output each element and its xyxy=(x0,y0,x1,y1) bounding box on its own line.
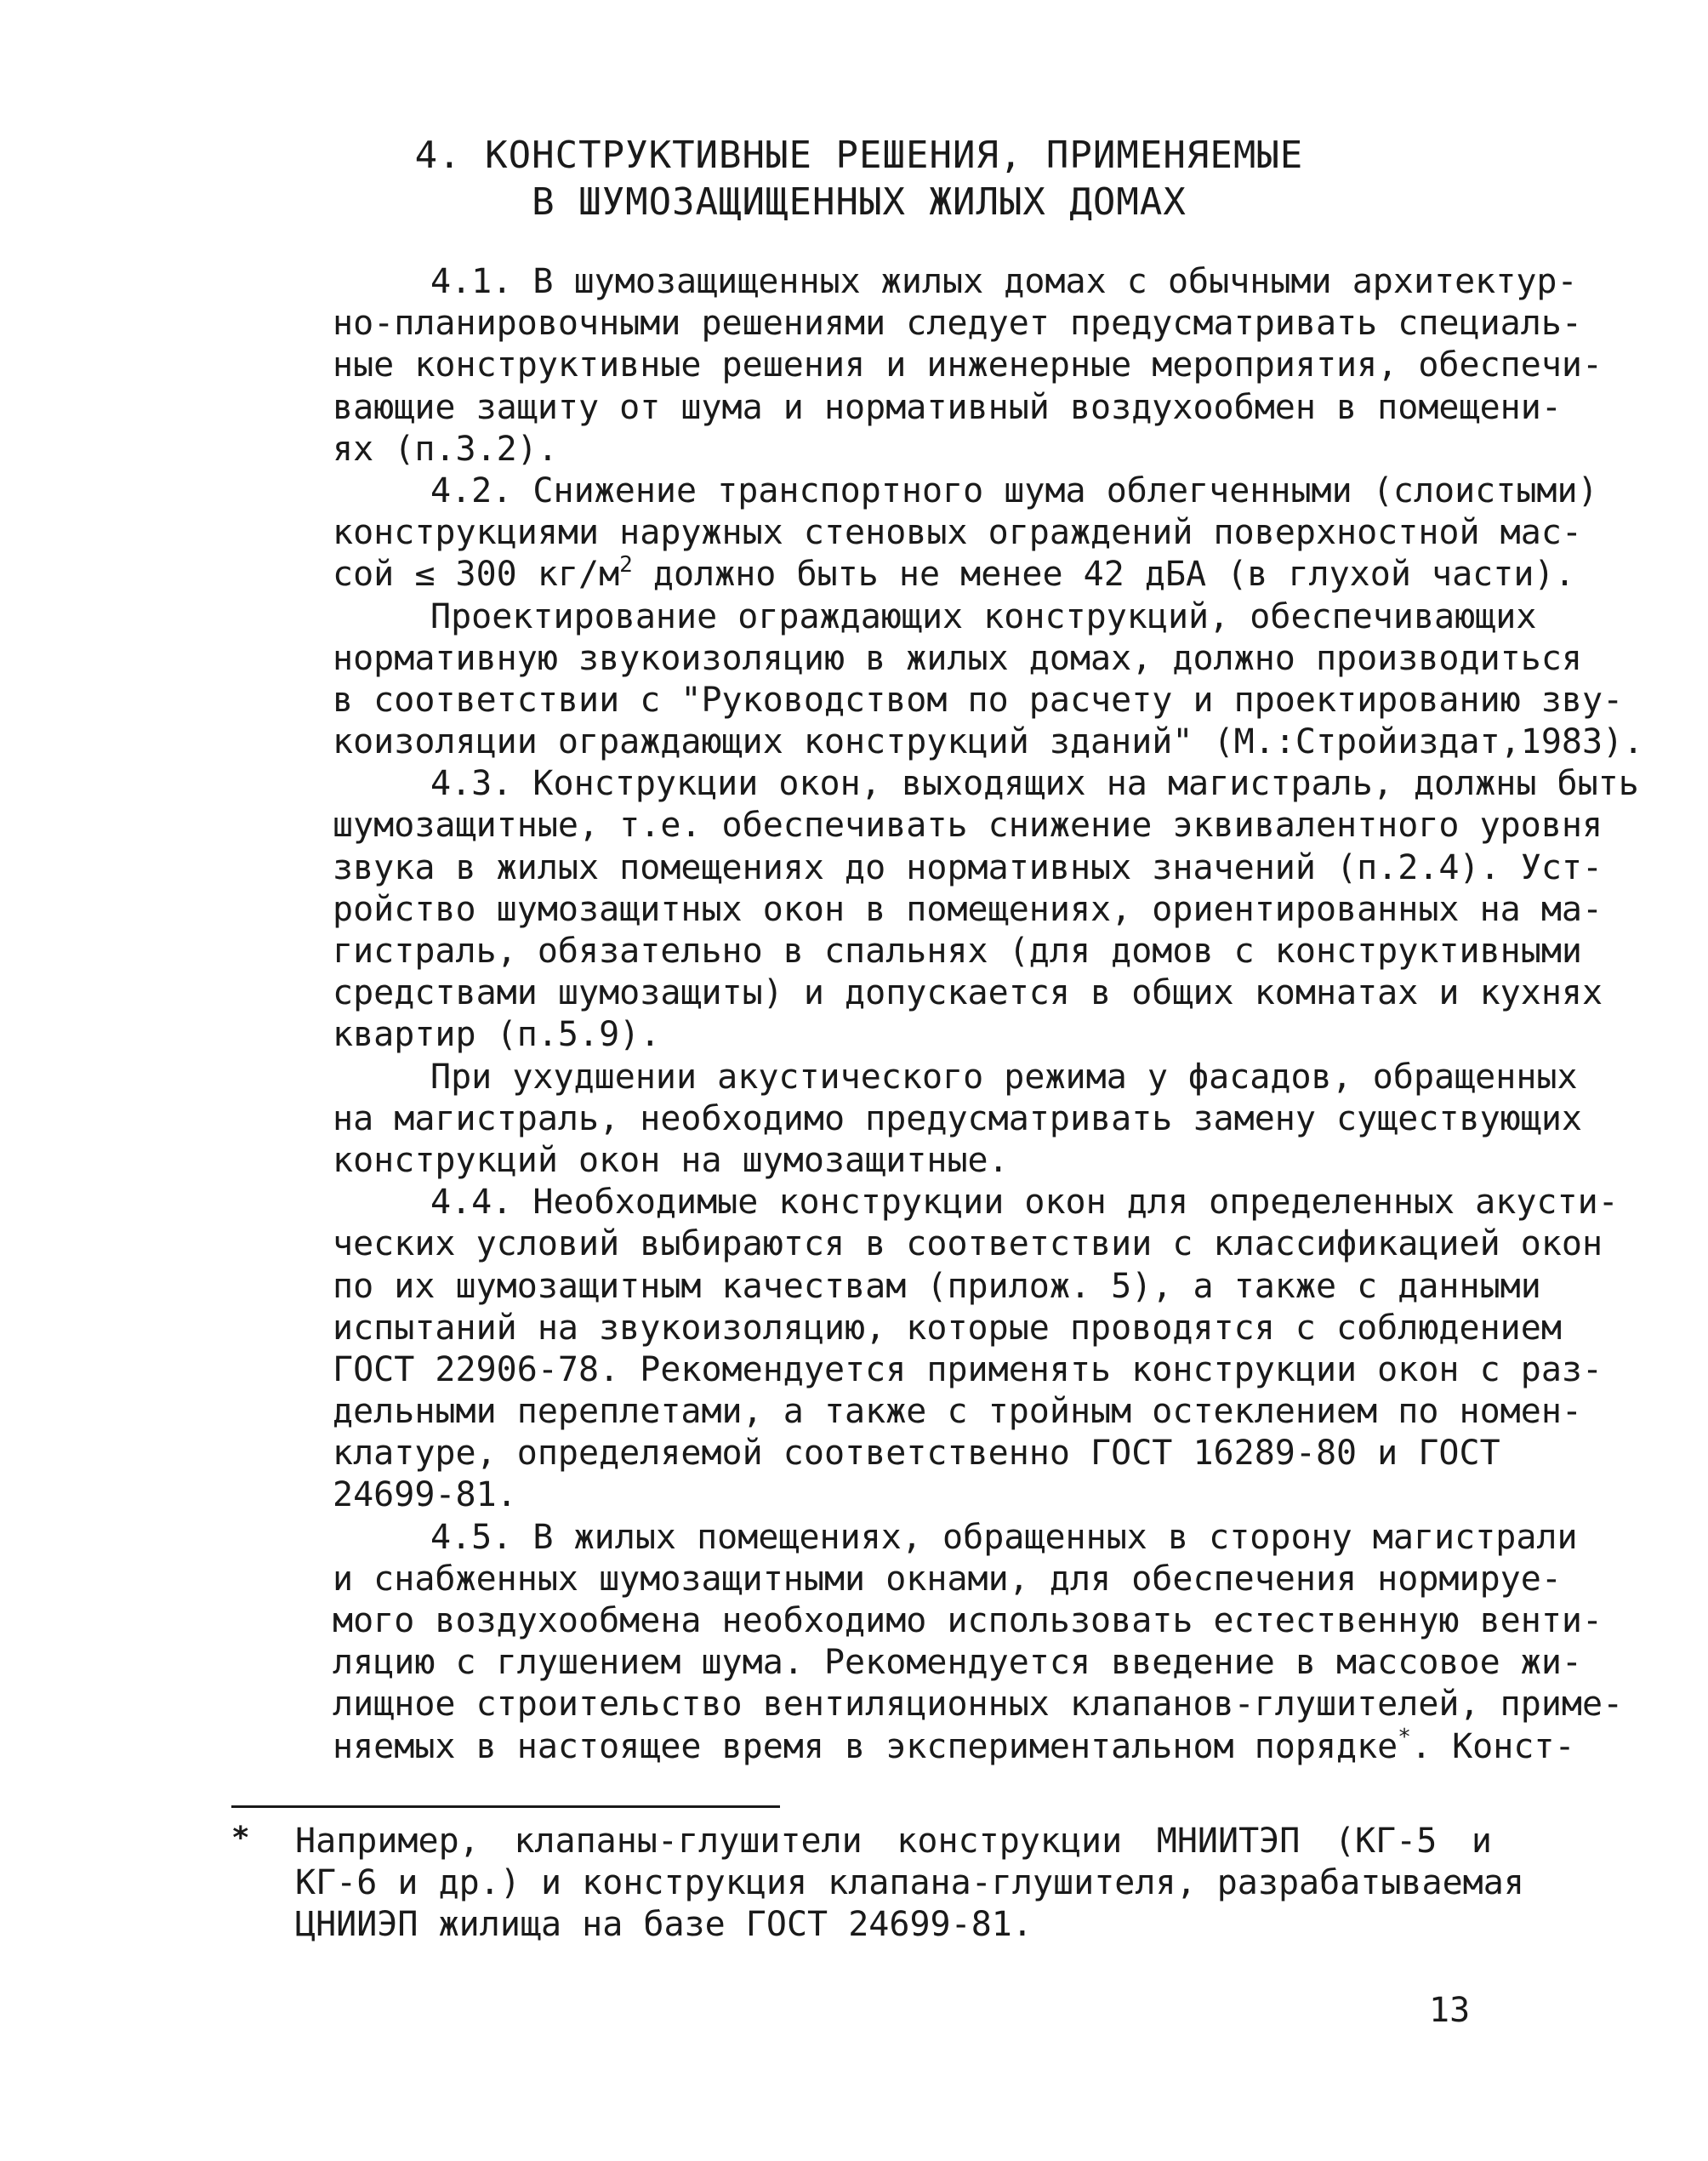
page-number: 13 xyxy=(1429,1991,1471,2030)
text-line: Проектирование ограждающих конструкций, обеспечивающих xyxy=(430,596,1537,636)
footnote-line: ЦНИИЭП жилища на базе ГОСТ 24699-81. xyxy=(295,1905,1033,1945)
paragraph-4-3 xyxy=(235,763,1639,1056)
text-line: вающие защиту от шума и нормативный воздухообмен в помещени- xyxy=(333,387,1562,427)
text-line: дельными переплетами, а также с тройным остеклением по номен- xyxy=(333,1392,1583,1432)
section-title xyxy=(230,132,1489,225)
footnote-line: Например, клапаны-глушители конструкции МНИИТЭП (КГ-5 и xyxy=(295,1822,1492,1861)
text-line: звука в жилых помещениях до нормативных значений (п.2.4). Уст- xyxy=(333,847,1603,887)
paragraph-4-1 xyxy=(235,261,1603,470)
text-line: и снабженных шумозащитными окнами, для обеспечения нормируе- xyxy=(333,1559,1562,1599)
text-line: квартир (п.5.9). xyxy=(333,1015,661,1055)
text-fragment: няемых в настоящее время в экспериментальном порядке xyxy=(333,1726,1398,1766)
text-line: ные конструктивные решения и инженерные мероприятия, обеспечи- xyxy=(333,345,1603,385)
text-line: ляцию с глушением шума. Рекомендуется введение в массовое жи- xyxy=(333,1643,1583,1683)
footnote-mark: * xyxy=(231,1821,250,1856)
text-line: 4.2. Снижение транспортного шума облегченными (слоистыми) xyxy=(430,470,1598,510)
text-line: конструкций окон на шумозащитные. xyxy=(333,1140,1009,1180)
text-line: по их шумозащитным качествам (прилож. 5), а также с данными xyxy=(333,1266,1541,1306)
text-line-with-superscript xyxy=(235,552,1575,596)
text-line: на магистраль, необходимо предусматривать замену существующих xyxy=(333,1098,1583,1138)
text-line: При ухудшении акустического режима у фасадов, обращенных xyxy=(430,1057,1578,1097)
text-line: ях (п.3.2). xyxy=(333,429,558,469)
text-line: 4.4. Необходимые конструкции окон для определенных акусти- xyxy=(430,1183,1619,1223)
text-line: 4.1. В шумозащищенных жилых домах с обычными архитектур- xyxy=(430,262,1578,301)
body-text xyxy=(235,261,1644,1768)
text-line: мого воздухообмена необходимо использовать естественную венти- xyxy=(333,1601,1603,1640)
section-title-line-2: В ШУМОЗАЩИЩЕННЫХ ЖИЛЫХ ДОМАХ xyxy=(532,180,1187,224)
text-line: 4.3. Конструкции окон, выходящих на магистраль, должны быть xyxy=(430,764,1639,804)
text-line: нормативную звукоизоляцию в жилых домах, должно производиться xyxy=(333,638,1583,678)
text-fragment: . Конст- xyxy=(1410,1726,1575,1766)
paragraph-acoustic xyxy=(235,1057,1583,1183)
text-line: но-планировочными решениями следует предусматривать специаль- xyxy=(333,304,1583,344)
text-line: гистраль, обязательно в спальнях (для домов с конструктивными xyxy=(333,932,1583,971)
text-line: испытаний на звукоизоляцию, которые проводятся с соблюдением xyxy=(333,1308,1562,1348)
paragraph-4-2 xyxy=(235,470,1598,596)
footnote-reference: * xyxy=(1398,1724,1411,1750)
text-line: лищное строительство вентиляционных клапанов-глушителей, приме- xyxy=(333,1685,1624,1725)
paragraph-design xyxy=(235,596,1644,764)
text-line: шумозащитные, т.е. обеспечивать снижение эквивалентного уровня xyxy=(333,806,1603,846)
text-line: ческих условий выбираются в соответствии с классификацией окон xyxy=(333,1224,1603,1264)
text-line: коизоляции ограждающих конструкций зданий" (М.:Стройиздат,1983). xyxy=(333,722,1644,762)
text-fragment: сой ≤ 300 кг/м xyxy=(333,555,620,595)
footnote-text xyxy=(295,1821,1524,1947)
text-line-with-footnote-mark xyxy=(235,1724,1575,1768)
paragraph-4-4 xyxy=(235,1182,1619,1517)
text-line: средствами шумозащиты) и допускается в общих комнатах и кухнях xyxy=(333,973,1603,1013)
footnote-divider xyxy=(231,1805,780,1808)
text-line: 4.5. В жилых помещениях, обращенных в сторону магистрали xyxy=(430,1517,1578,1557)
superscript: 2 xyxy=(619,552,633,579)
footnote-line: КГ-6 и др.) и конструкция клапана-глушителя, разрабатываемая xyxy=(295,1863,1524,1903)
text-line: 24699-81. xyxy=(333,1475,517,1515)
text-fragment: должно быть не менее 42 дБА (в глухой части). xyxy=(632,555,1575,595)
text-line: ГОСТ 22906-78. Рекомендуется применять конструкции окон с раз- xyxy=(333,1349,1603,1389)
text-line: ройство шумозащитных окон в помещениях, ориентированных на ма- xyxy=(333,889,1603,929)
paragraph-4-5 xyxy=(235,1517,1624,1768)
section-title-line-1: 4. КОНСТРУКТИВНЫЕ РЕШЕНИЯ, ПРИМЕНЯЕМЫЕ xyxy=(414,134,1304,177)
text-line: конструкциями наружных стеновых ограждений поверхностной мас- xyxy=(333,513,1583,553)
text-line: в соответствии с "Руководством по расчету и проектированию зву- xyxy=(333,680,1624,720)
text-line: клатуре, определяемой соответственно ГОСТ 16289-80 и ГОСТ xyxy=(333,1434,1500,1474)
